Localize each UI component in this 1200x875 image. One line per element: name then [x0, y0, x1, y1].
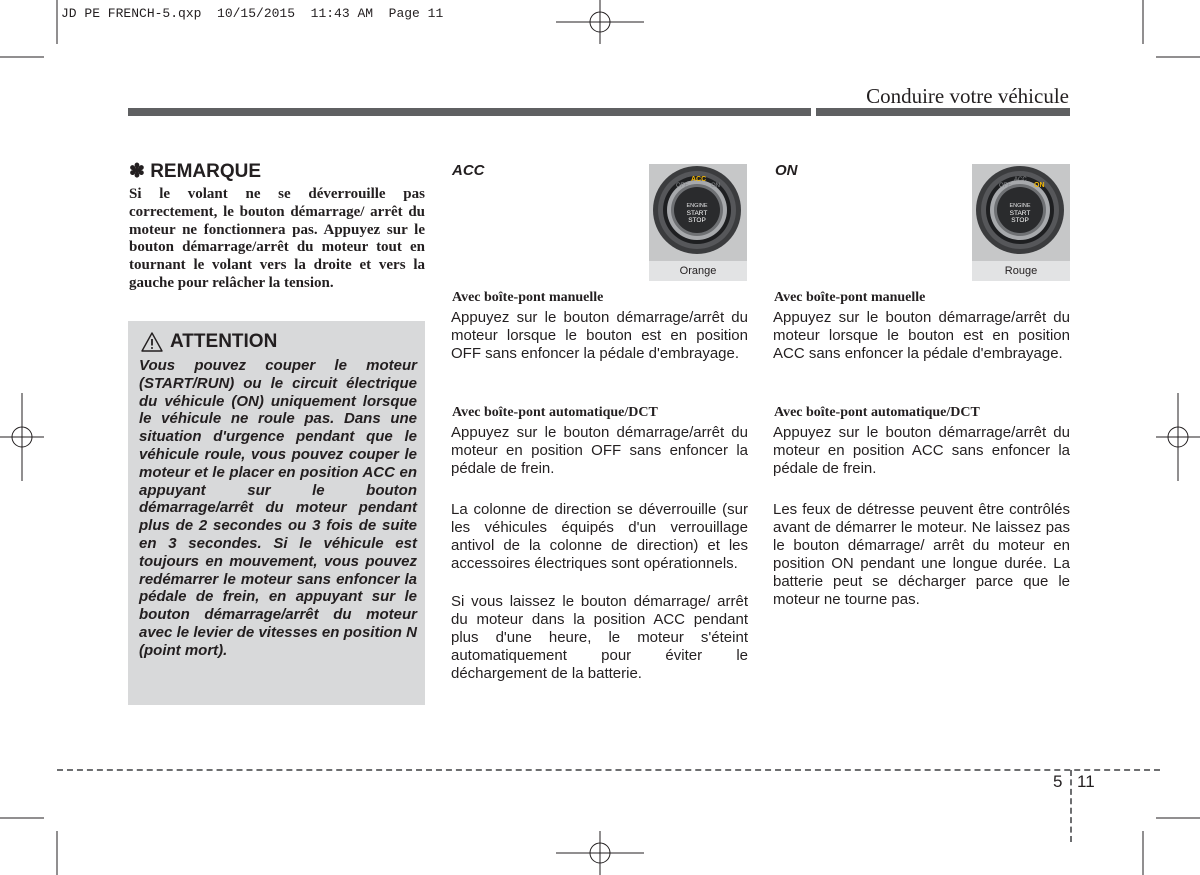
acc-auto-body: Appuyez sur le bouton démarrage/arrêt du moteur en position OFF sans enfoncer la pédale de frein. [451, 424, 748, 477]
button-start-text: START [686, 210, 708, 217]
registration-mark-right [1156, 393, 1200, 481]
footer-vertical-divider [1070, 770, 1072, 842]
note-heading [129, 160, 261, 183]
acc-auto-heading: Avec boîte-pont automatique/DCT [452, 405, 658, 420]
button-start-text: START [1009, 210, 1031, 217]
on-manual-body: Appuyez sur le bouton démarrage/arrêt du moteur lorsque le bouton est en position ACC sans enfoncer la pédale d'embrayage. [773, 309, 1070, 362]
on-auto-body: Appuyez sur le bouton démarrage/arrêt du moteur en position ACC sans enfoncer la pédale de frein. [773, 424, 1070, 477]
acc-manual-body: Appuyez sur le bouton démarrage/arrêt du moteur lorsque le bouton est en position OFF sans enfoncer la pédale d'embrayage. [451, 309, 748, 362]
registration-mark-left [0, 393, 44, 481]
on-manual-heading: Avec boîte-pont manuelle [774, 290, 926, 305]
note-body: Si le volant ne se déverrouille pas correctement, le bouton démarrage/ arrêt du moteur ne fonctionnera pas. Appuyez sur le bouton démarrage/arrêt du moteur tout en tournant le volant vers la droite et vers la gauche pour relâcher la tension. [129, 186, 425, 291]
page-number: 11 [1077, 772, 1095, 791]
acc-button-photo [649, 164, 747, 281]
engine-start-stop-button-image [972, 164, 1070, 261]
acc-manual-heading: Avec boîte-pont manuelle [452, 290, 604, 305]
button-engine-text: ENGINE [686, 203, 708, 209]
ring-on-label: ON [1034, 182, 1045, 189]
title-rule [128, 108, 1070, 116]
warning-triangle-icon [140, 331, 164, 353]
acc-label: ACC [452, 162, 485, 179]
on-photo-caption: Rouge [972, 261, 1070, 281]
section-title: Conduire votre véhicule [866, 84, 1069, 108]
acc-para-1: La colonne de direction se déverrouille (sur les véhicules équipés d'un verrouillage antivol de la colonne de direction) et les accessoires électriques sont opérationnels. [451, 501, 748, 572]
attention-box [128, 321, 425, 705]
attention-heading [140, 331, 277, 353]
acc-para-2: Si vous laissez le bouton démarrage/ arrêt du moteur dans la position ACC pendant plus d'une heure, le moteur s'éteint automatiquement pour éviter le déchargement de la batterie. [451, 593, 748, 682]
ring-off-label: OFF [676, 183, 688, 189]
ring-off-label: OFF [999, 183, 1011, 189]
on-para-1: Les feux de détresse peuvent être contrôlés avant de démarrer le moteur. Ne laissez pas le bouton démarrage/ arrêt du moteur en position ON pendant une longue durée. La batterie peut se décharger parce que le moteur ne tourne pas. [773, 501, 1070, 608]
acc-photo-caption: Orange [649, 261, 747, 281]
on-auto-heading: Avec boîte-pont automatique/DCT [774, 405, 980, 420]
button-engine-text: ENGINE [1009, 203, 1031, 209]
button-stop-text: STOP [1011, 217, 1029, 224]
engine-start-stop-button-image [649, 164, 747, 261]
ring-acc-label: ACC [1014, 177, 1027, 183]
print-slug: JD PE FRENCH-5.qxp 10/15/2015 11:43 AM Page 11 [61, 6, 444, 21]
note-title: REMARQUE [150, 161, 262, 182]
attention-body: Vous pouvez couper le moteur (START/RUN) ou le circuit électrique du véhicule (ON) uniquement lorsque le véhicule ne roule pas. Dans une situation d'urgence pendant que le véhicule roule, vous pouvez couper le moteur et le placer en position ACC en appuyant sur le bouton démarrage/arrêt du moteur pendant plus de 2 secondes ou 3 fois de suite en 3 secondes. Si le véhicule est toujours en mouvement, vous pouvez redémarrer le moteur sans enfoncer la pédale de frein, en appuyant sur le bouton démarrage/arrêt du moteur avec le levier de vitesses en position N (point mort). [139, 357, 417, 659]
attention-title: ATTENTION [170, 331, 278, 352]
ring-on-label: ON [711, 183, 720, 189]
on-label: ON [775, 162, 798, 179]
registration-mark-top [556, 0, 644, 44]
asterisk-icon: ✽ [129, 161, 145, 182]
footer-dashed-rule [57, 769, 1160, 771]
button-stop-text: STOP [688, 217, 706, 224]
chapter-number: 5 [1053, 772, 1063, 791]
ring-acc-label: ACC [691, 176, 707, 183]
registration-mark-bottom [556, 831, 644, 875]
on-button-photo [972, 164, 1070, 281]
